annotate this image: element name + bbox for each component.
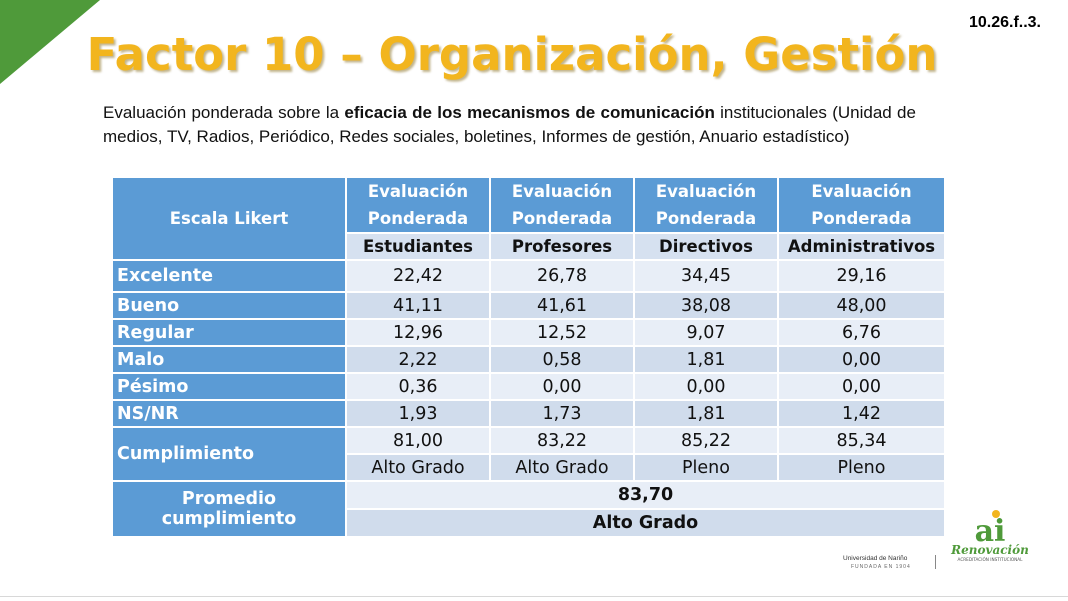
table-cell: 0,36	[346, 373, 490, 400]
table-cell: Alto Grado	[346, 454, 490, 481]
table-cell: 38,08	[634, 292, 778, 319]
table-cell: 1,42	[778, 400, 945, 427]
table-cell: 2,22	[346, 346, 490, 373]
description-text: Evaluación ponderada sobre la	[103, 103, 345, 122]
promedio-label: Promedio cumplimiento	[112, 481, 346, 537]
renovacion-logo-graphic	[945, 508, 1035, 568]
table-cell: 1,73	[490, 400, 634, 427]
table-cell: 48,00	[778, 292, 945, 319]
table-cell: 22,42	[346, 260, 490, 292]
slide-title: Factor 10 – Organización, Gestión	[86, 28, 938, 81]
table-cell: 29,16	[778, 260, 945, 292]
column-header: Estudiantes	[346, 233, 490, 260]
cumplimiento-label: Cumplimiento	[112, 427, 346, 481]
likert-table	[111, 176, 946, 538]
table-cell: 12,96	[346, 319, 490, 346]
row-label: NS/NR	[112, 400, 346, 427]
table-cell: 83,22	[490, 427, 634, 454]
table-cell: 34,45	[634, 260, 778, 292]
header-eval-profesores: Evaluación Ponderada	[490, 177, 634, 233]
column-header: Profesores	[490, 233, 634, 260]
slide-code: 10.26.f..3.	[968, 14, 1041, 31]
table-cell: Pleno	[778, 454, 945, 481]
renovacion-sub: ACREDITACIÓN INSTITUCIONAL	[957, 557, 1023, 562]
renovacion-name: Renovación	[951, 543, 1029, 557]
university-name: Universidad de Nariño	[843, 555, 908, 562]
table-cell: 0,58	[490, 346, 634, 373]
table-row	[112, 427, 945, 454]
table-row	[112, 260, 945, 292]
table-row	[112, 373, 945, 400]
table-cell: 6,76	[778, 319, 945, 346]
row-label: Regular	[112, 319, 346, 346]
table-cell: 9,07	[634, 319, 778, 346]
table-row	[112, 400, 945, 427]
column-header: Administrativos	[778, 233, 945, 260]
description-bold: eficacia de los mecanismos de comunicación	[344, 103, 715, 122]
row-label: Bueno	[112, 292, 346, 319]
description-text-2: institucionales (Unidad de medios, TV, Radios, Periódico, Redes sociales, boletines, Informes de gestión, Anuario estadístico)	[103, 103, 916, 146]
table-cell: 12,52	[490, 319, 634, 346]
table-cell: 41,11	[346, 292, 490, 319]
table-row	[112, 481, 945, 509]
row-label: Malo	[112, 346, 346, 373]
row-label: Excelente	[112, 260, 346, 292]
promedio-grade: Alto Grado	[346, 509, 945, 537]
table-cell: 0,00	[778, 373, 945, 400]
table-cell: 0,00	[778, 346, 945, 373]
logo-divider	[935, 555, 936, 569]
renovacion-logo	[945, 508, 1035, 568]
table-cell: Pleno	[634, 454, 778, 481]
table-cell: 1,93	[346, 400, 490, 427]
table-row	[112, 292, 945, 319]
table-cell: 26,78	[490, 260, 634, 292]
header-eval-administrativos: Evaluación Ponderada	[778, 177, 945, 233]
table-cell: 0,00	[634, 373, 778, 400]
header-escala: Escala Likert	[112, 177, 346, 260]
table-cell: 1,81	[634, 346, 778, 373]
slide-description	[103, 101, 916, 149]
table-row	[112, 346, 945, 373]
university-logo	[843, 555, 938, 573]
table-cell: 85,34	[778, 427, 945, 454]
table-cell: 0,00	[490, 373, 634, 400]
header-eval-directivos: Evaluación Ponderada	[634, 177, 778, 233]
row-label: Pésimo	[112, 373, 346, 400]
table-cell: 41,61	[490, 292, 634, 319]
header-eval-estudiantes: Evaluación Ponderada	[346, 177, 490, 233]
table-cell: Alto Grado	[490, 454, 634, 481]
bottom-divider	[0, 596, 1068, 597]
university-founded: FUNDADA EN 1904	[851, 564, 911, 570]
promedio-value: 83,70	[346, 481, 945, 509]
table-cell: 81,00	[346, 427, 490, 454]
table-cell: 1,81	[634, 400, 778, 427]
renovacion-mark: ai	[974, 514, 1006, 549]
column-header: Directivos	[634, 233, 778, 260]
table-cell: 85,22	[634, 427, 778, 454]
table-row	[112, 319, 945, 346]
